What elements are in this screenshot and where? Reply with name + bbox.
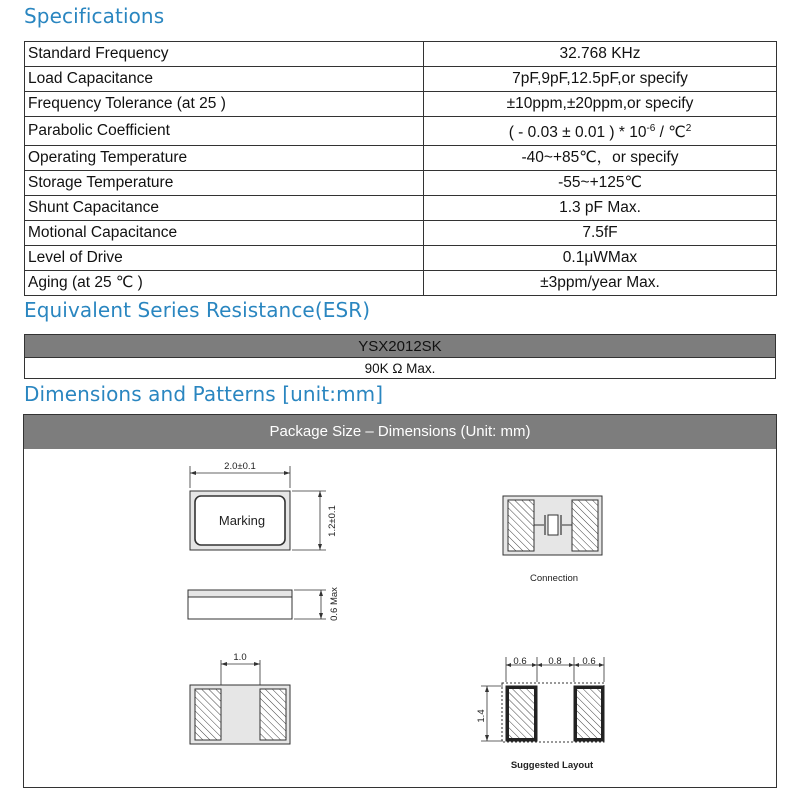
parabolic-value-text: ( - 0.03 ± 0.01 ) * 10 xyxy=(508,124,647,142)
pad-gap-label: 1.0 xyxy=(233,652,247,663)
spec-value: -55~+125℃ xyxy=(424,171,777,196)
spec-value: ±3ppm/year Max. xyxy=(424,271,777,296)
spec-value: ±10ppm,±20ppm,or specify xyxy=(424,92,777,117)
parabolic-unit-exponent: 2 xyxy=(685,123,692,134)
spec-parameter: Parabolic Coefficient xyxy=(25,117,424,146)
crystal-symbol-icon xyxy=(548,515,558,535)
bottom-view-drawing xyxy=(190,652,290,744)
layout-dim-left: 0.6 xyxy=(513,656,527,667)
spec-value: 1.3 pF Max. xyxy=(424,196,777,221)
spec-parameter: Motional Capacitance xyxy=(25,221,424,246)
top-height-label: 1.2±0.1 xyxy=(327,505,338,537)
connection-caption: Connection xyxy=(529,573,579,584)
top-width-label: 2.0±0.1 xyxy=(224,461,256,472)
spec-value: 7pF,9pF,12.5pF,or specify xyxy=(424,67,777,92)
spec-value: 32.768 KHz xyxy=(424,42,777,67)
side-view-drawing xyxy=(188,587,340,621)
spec-parameter: Load Capacitance xyxy=(25,67,424,92)
spec-parameter: Shunt Capacitance xyxy=(25,196,424,221)
connection-drawing xyxy=(503,496,602,584)
dimensions-heading: Dimensions and Patterns [unit:mm] xyxy=(24,382,384,406)
spec-parameter: Standard Frequency xyxy=(25,42,424,67)
spec-value: -40~+85℃，or specify xyxy=(424,146,777,171)
spec-parameter: Aging (at 25 ℃ ) xyxy=(25,271,424,296)
layout-left-pad xyxy=(509,689,534,738)
spec-parameter: Level of Drive xyxy=(25,246,424,271)
suggested-layout-caption: Suggested Layout xyxy=(510,760,594,771)
spec-value: 7.5fF xyxy=(424,221,777,246)
spec-parameter: Frequency Tolerance (at 25 ) xyxy=(25,92,424,117)
layout-dim-height: 1.4 xyxy=(476,709,487,723)
layout-right-pad xyxy=(577,689,601,738)
layout-dim-mid: 0.8 xyxy=(548,656,562,667)
package-size-header: Package Size – Dimensions (Unit: mm) xyxy=(24,415,776,449)
marking-label: Marking xyxy=(218,513,266,528)
specifications-heading: Specifications xyxy=(24,4,165,28)
suggested-layout-drawing xyxy=(476,656,604,771)
top-view-drawing xyxy=(190,461,338,550)
esr-model-header: YSX2012SK xyxy=(25,335,776,358)
side-height-label: 0.6 Max xyxy=(329,587,340,621)
parabolic-exponent: -6 xyxy=(646,123,656,134)
esr-heading: Equivalent Series Resistance(ESR) xyxy=(24,298,371,322)
spec-parameter: Storage Temperature xyxy=(25,171,424,196)
layout-dim-right: 0.6 xyxy=(582,656,596,667)
right-pad xyxy=(260,689,286,740)
left-pad xyxy=(195,689,221,740)
esr-value: 90K Ω Max. xyxy=(25,358,776,379)
spec-value: 0.1μWMax xyxy=(424,246,777,271)
parabolic-unit: / ℃ xyxy=(655,124,686,142)
spec-parameter: Operating Temperature xyxy=(25,146,424,171)
